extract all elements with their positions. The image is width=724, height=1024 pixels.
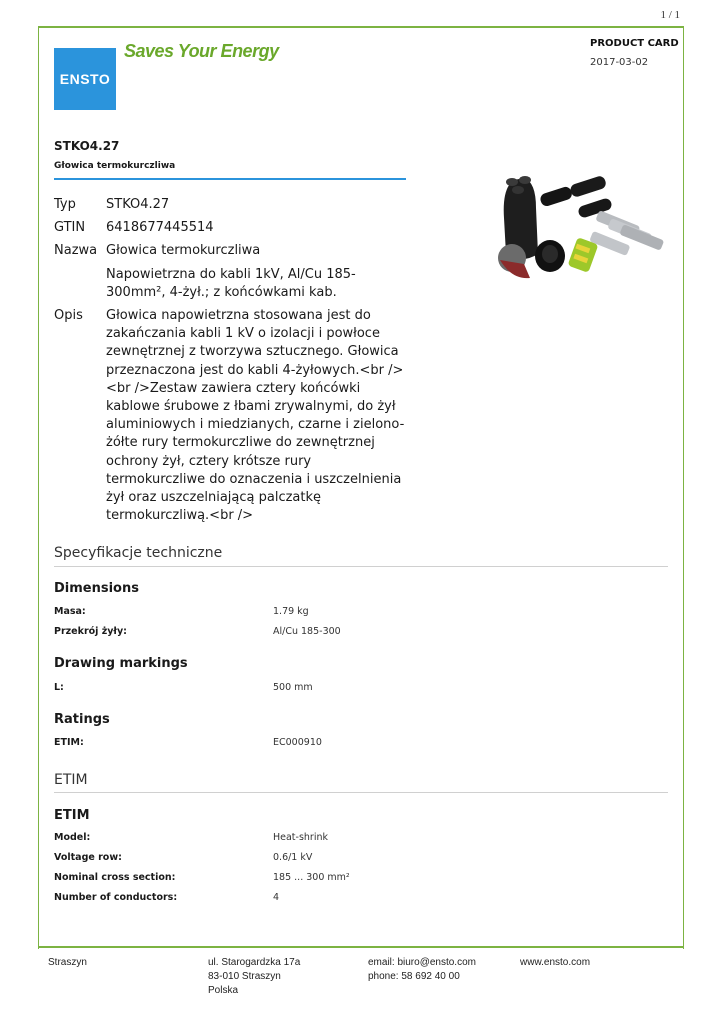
group-title-dimensions: Dimensions [54, 581, 139, 596]
section-divider [54, 566, 668, 567]
info-label: Typ [54, 197, 76, 212]
info-row-gtin [54, 219, 406, 237]
spec-value: Al/Cu 185-300 [273, 626, 341, 637]
spec-key: Masa: [54, 606, 86, 617]
etim-key: Number of conductors: [54, 892, 178, 903]
footer-contact [368, 956, 476, 984]
footer-divider [38, 946, 684, 948]
footer-address-line: 83-010 Straszyn [208, 971, 281, 982]
group-title-drawing-markings: Drawing markings [54, 656, 188, 671]
spec-key: L: [54, 682, 64, 693]
etim-key: Model: [54, 832, 91, 843]
footer-address [208, 956, 300, 998]
product-info-table [54, 196, 406, 525]
info-value: STKO4.27 [106, 197, 170, 212]
etim-value: 185 ... 300 mm² [273, 872, 350, 883]
etim-value: 0.6/1 kV [273, 852, 313, 863]
product-photo [492, 168, 672, 286]
info-row-name-extra [54, 266, 406, 302]
footer-city: Straszyn [48, 957, 87, 968]
footer-phone: phone: 58 692 40 00 [368, 971, 460, 982]
info-value: Napowietrzna do kabli 1kV, Al/Cu 185-300mm², 4-żył.; z końcówkami kab. [106, 266, 356, 300]
info-value: Głowica termokurczliwa [106, 243, 261, 259]
product-name: Głowica termokurczliwa [54, 161, 176, 171]
etim-key: Nominal cross section: [54, 872, 176, 883]
info-label: Nazwa [54, 243, 98, 259]
footer-address-line: ul. Starogardzka 17a [208, 957, 301, 968]
info-row-type [54, 196, 406, 214]
ensto-logo [54, 48, 116, 110]
product-code: STKO4.27 [54, 139, 120, 153]
spec-value: EC000910 [273, 737, 322, 748]
footer-email[interactable]: email: biuro@ensto.com [368, 957, 476, 968]
info-value: 6418677445514 [106, 220, 214, 236]
section-divider [54, 792, 668, 793]
title-underline [54, 178, 406, 180]
info-row-description [54, 307, 406, 525]
product-card-label: PRODUCT CARD [590, 38, 679, 49]
section-title-etim: ETIM [54, 772, 88, 788]
spec-value: 500 mm [273, 682, 313, 693]
info-label: GTIN [54, 220, 86, 236]
etim-value: 4 [273, 892, 280, 903]
tagline: Saves Your Energy [124, 41, 279, 61]
group-title-ratings: Ratings [54, 712, 110, 727]
page-number: 1 / 1 [660, 9, 680, 21]
section-title-specs: Specyfikacje techniczne [54, 545, 223, 561]
info-value: Głowica napowietrzna stosowana jest do zakańczania kabli 1 kV o izolacji i powłoce zewnętrznej z tworzywa sztucznego. Głowica przeznaczona jest do kabli 4-żyłowych.<br /><br />Zestaw zawiera cztery końcówki kablowe śrubowe z łbami zrywalnymi, do żył aluminiowych i miedzianych, czarne i zielono-żółte rury termokurczliwe do zewnętrznej ochrony żył, cztery krótsze rury termokurczliwe do oznaczenia i uszczelnienia żył oraz uszczelniającą palczatkę termokurczliwą.<br /> [106, 308, 405, 524]
info-label: Opis [54, 308, 83, 324]
etim-key: Voltage row: [54, 852, 122, 863]
spec-value: 1.79 kg [273, 606, 309, 617]
info-row-name [54, 242, 406, 260]
info-label [54, 266, 106, 302]
footer-website-link[interactable]: www.ensto.com [520, 957, 591, 968]
spec-key: Przekrój żyły: [54, 626, 127, 637]
group-title-etim: ETIM [54, 808, 90, 823]
spec-key: ETIM: [54, 737, 84, 748]
etim-value: Heat-shrink [273, 832, 329, 843]
footer-address-line: Polska [208, 985, 239, 996]
card-date: 2017-03-02 [590, 57, 649, 68]
logo-text: ENSTO [59, 71, 111, 87]
